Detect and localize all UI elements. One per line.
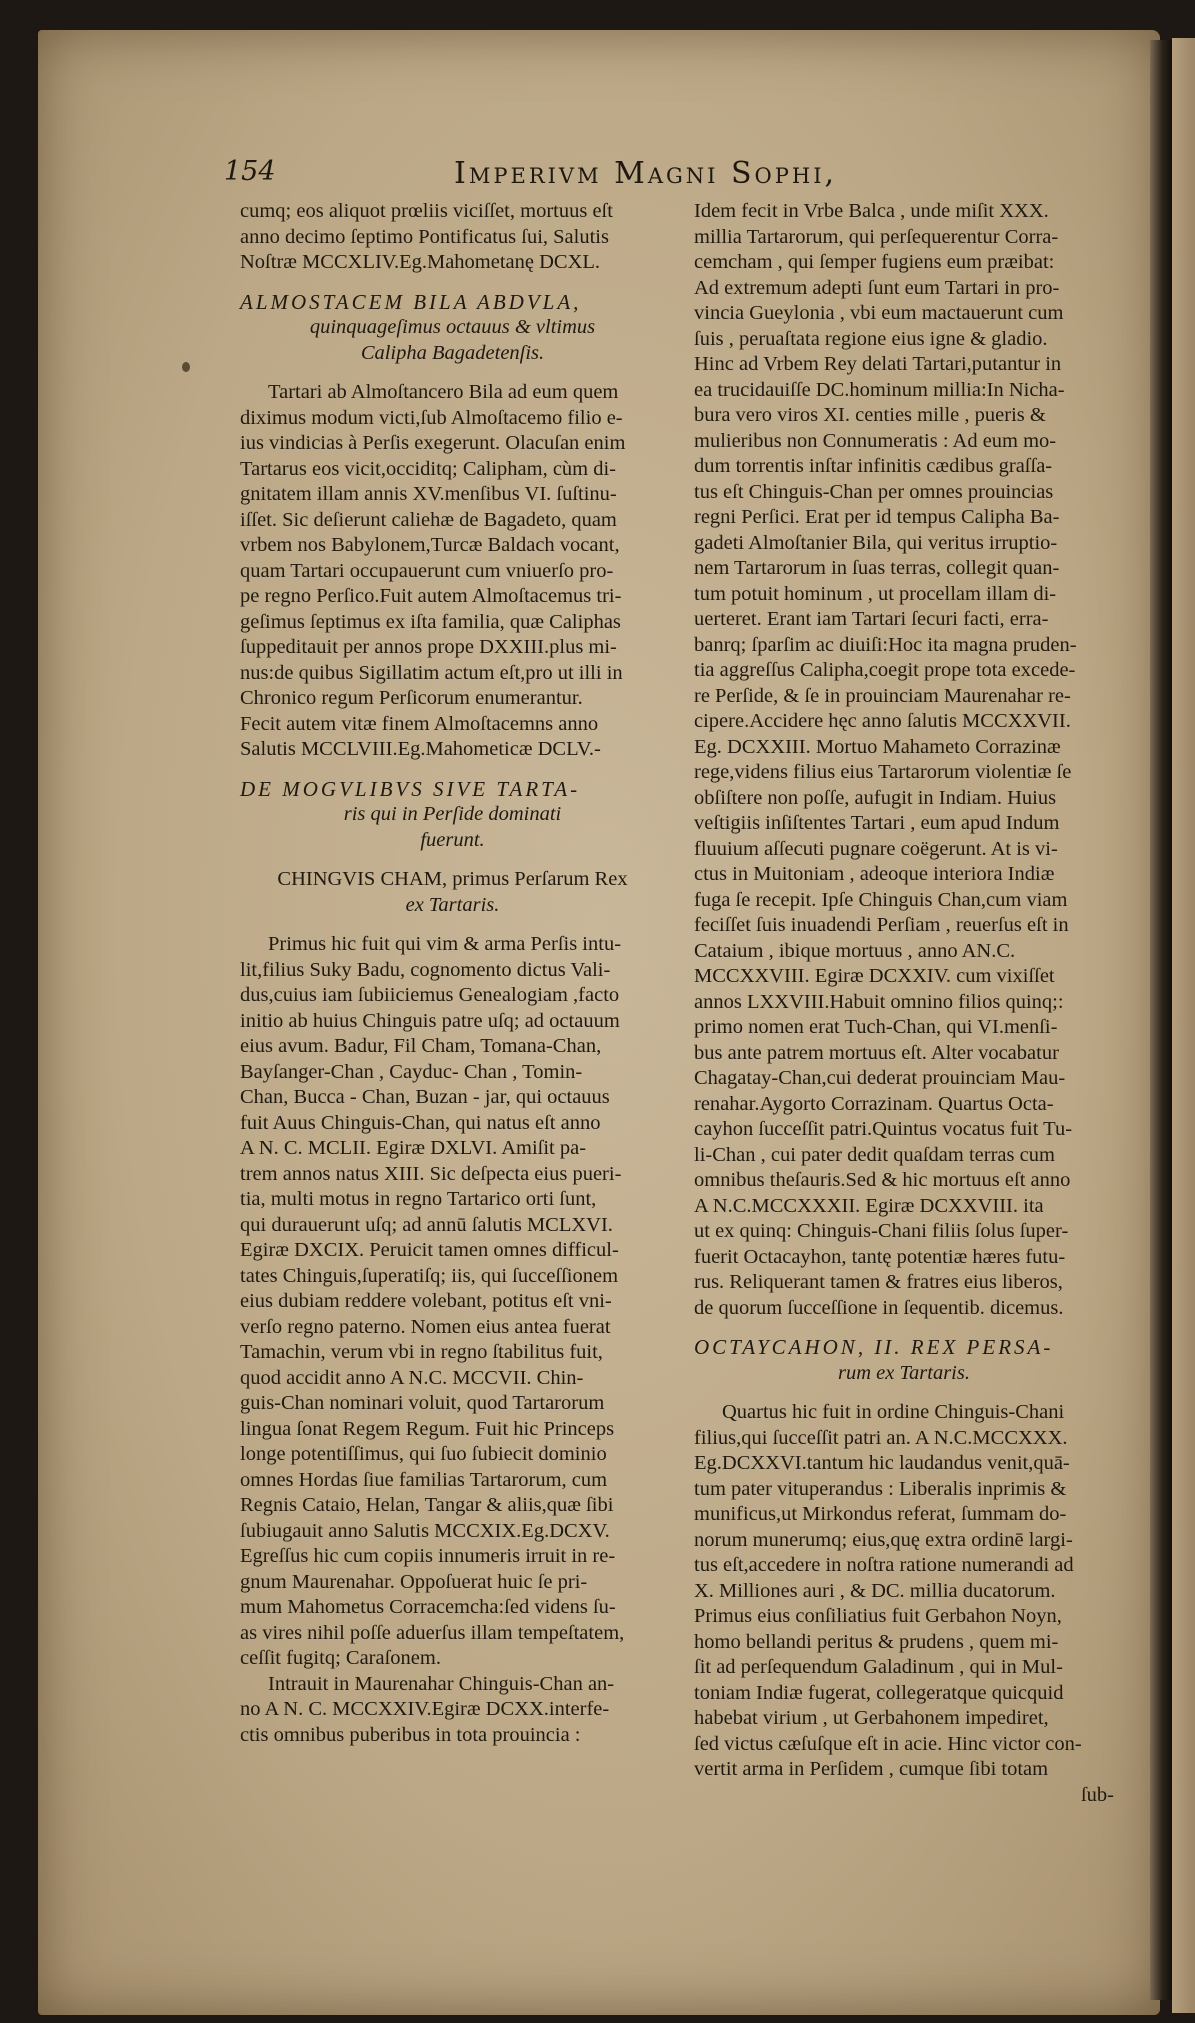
text-line: annos LXXVIII.Habuit omnino filios quinq;: xyxy=(694,990,1064,1013)
running-title: Imperivm Magni Sophi, xyxy=(454,156,838,191)
text-line: ſit ad perſequendum Galadinum , qui in Mul- xyxy=(694,1656,1063,1678)
text-line: Bayſanger-Chan , Cayduc- Chan , Tomin- xyxy=(240,1060,583,1083)
text-line: Fecit autem vitæ finem Almoſtacemns anno xyxy=(240,712,599,735)
text-line: omnibus theſauris.Sed & hic mortuus eſt anno xyxy=(694,1169,1071,1191)
text-line: gnitatem illam annis XV.menſibus VI. ſuſtinu- xyxy=(240,483,617,505)
text-line: Chronico regum Perſicorum enumerantur. xyxy=(240,687,583,709)
text-line: cipere.Accidere hęc anno ſalutis MCCXXVII. xyxy=(694,710,1071,732)
text-line: Egreſſus hic cum copiis innumeris irruit in re- xyxy=(240,1545,616,1567)
text-line: Quartus hic fuit in ordine Chinguis-Chani xyxy=(722,1401,1065,1423)
text-line: eius dubiam reddere volebant, potitus eſt vni- xyxy=(240,1290,612,1312)
text-line: ſed victus cæſuſque eſt in acie. Hinc victor con- xyxy=(694,1732,1082,1755)
text-line: tia, multi motus in regno Tartarico orti ſunt, xyxy=(240,1188,597,1210)
text-line: Chan, Bucca - Chan, Buzan - jar, qui octauus xyxy=(240,1086,610,1108)
text-line: Eg. DCXXIII. Mortuo Mahameto Corrazinæ xyxy=(694,735,1061,758)
running-header xyxy=(224,156,1104,196)
text-line: Noſtræ MCCXLIV.Eg.Mahometanę DCXL. xyxy=(240,251,601,273)
text-line: tum potuit hominum , ut procellam illam di- xyxy=(694,582,1057,605)
ruler-subheading: ex Tartaris. xyxy=(405,893,500,916)
text-line: iſſet. Sic deſierunt caliehæ de Bagadeto, quam xyxy=(240,508,617,531)
section-subheading: quinquageſimus octauus & vltimus xyxy=(309,316,596,338)
text-line: nem Tartarorum in ſuas terras, collegit quan- xyxy=(694,557,1060,579)
text-line: re Perſide, & ſe in prouinciam Maurenahar re- xyxy=(694,684,1071,707)
catchword: ſub- xyxy=(1080,1783,1114,1806)
text-line: fuit Auus Chinguis-Chan, qui natus eſt anno xyxy=(240,1111,601,1134)
text-line: ctis omnibus puberibus in tota prouincia : xyxy=(240,1723,581,1746)
text-line: rege,videns filius eius Tartarorum violentiæ ſe xyxy=(694,761,1072,783)
text-line: Tamachin, verum vbi in regno ſtabilitus fuit, xyxy=(240,1341,603,1363)
text-line: banrq; ſparſim ac diuiſi:Hoc ita magna pruden- xyxy=(694,633,1077,656)
text-line: A N.C.MCCXXXII. Egiræ DCXXVIII. ita xyxy=(694,1194,1044,1217)
text-line: fuerit Octacayhon, tantę potentiæ hæres futu- xyxy=(694,1245,1066,1268)
text-line: A N. C. MCLII. Egiræ DXLVI. Amiſit pa- xyxy=(240,1137,587,1159)
text-line: diximus modum victi,ſub Almoſtacemo filio e- xyxy=(240,406,623,429)
text-line: feciſſet ſuis inuadendi Perſiam , reuerſus eſt in xyxy=(694,914,1069,936)
text-line: as vires nihil poſſe aduerſus illam tempeſtatem, xyxy=(240,1621,625,1644)
section-subheading: fuerunt. xyxy=(420,828,485,851)
text-line: quam Tartari occupauerunt cum vniuerſo pro- xyxy=(240,559,614,582)
text-line: ea trucidauiſſe DC.hominum millia:In Nicha- xyxy=(694,378,1065,401)
text-line: tia aggreſſus Calipha,coegit prope tota excede- xyxy=(694,659,1076,681)
text-line: munificus,ut Mirkondus referat, ſummam do- xyxy=(694,1503,1067,1525)
text-line: regni Perſici. Erat per id tempus Calipha Ba- xyxy=(694,506,1060,528)
text-line: no A N. C. MCCXXIV.Egiræ DCXX.interfe- xyxy=(240,1698,610,1720)
text-line: MCCXXVIII. Egiræ DCXXIV. cum vixiſſet xyxy=(694,965,1055,987)
text-line: bura vero viros XI. centies mille , pueris & xyxy=(694,404,1046,426)
text-line: Regnis Cataio, Helan, Tangar & aliis,quæ ſibi xyxy=(240,1494,614,1516)
text-line: Hinc ad Vrbem Rey delati Tartari,putantur in xyxy=(694,353,1062,375)
left-column xyxy=(240,199,665,1748)
text-line: fluuium aſſecuti pugnare coëgerunt. At is vi- xyxy=(694,837,1058,860)
text-line: vrbem nos Babylonem,Turcæ Baldach vocant, xyxy=(240,534,620,556)
text-line: ſuis , peruaſtata regione eius igne & gladio. xyxy=(694,327,1048,350)
text-line: norum munerumq; eius,quę extra ordinē largi- xyxy=(694,1528,1073,1551)
section-subheading: Calipha Bagadetenſis. xyxy=(360,341,545,364)
book-gutter xyxy=(1150,40,1172,2000)
text-line: trem annos natus XIII. Sic deſpecta eius pueri- xyxy=(240,1162,622,1185)
text-line: geſimus ſeptimus ex iſta familia, quæ Caliphas xyxy=(240,610,621,633)
text-line: ctus in Muitoniam , adeoque interiora Indiæ xyxy=(694,863,1055,885)
text-line: fuga ſe recepit. Ipſe Chinguis Chan,cum viam xyxy=(694,888,1068,911)
text-line: primo nomen erat Tuch-Chan, qui VI.menſi- xyxy=(694,1016,1058,1038)
text-line: li-Chan , cui pater dedit quaſdam terras cum xyxy=(694,1143,1055,1166)
ink-blot xyxy=(182,362,190,372)
text-line: nus:de quibus Sigillatim actum eſt,pro ut illi in xyxy=(240,661,623,684)
text-line: Egiræ DXCIX. Peruicit tamen omnes difficul- xyxy=(240,1239,619,1261)
text-line: quod accidit anno A N.C. MCCVII. Chin- xyxy=(240,1366,584,1389)
text-line: vincia Gueylonia , vbi eum mactauerunt cum xyxy=(694,302,1064,324)
text-line: dum torrentis inſtar infinitis cædibus graſſa- xyxy=(694,455,1053,477)
text-line: de quorum ſucceſſione in ſequentib. dicemus. xyxy=(694,1296,1064,1319)
text-line: guis-Chan nominari voluit, quod Tartarorum xyxy=(240,1392,605,1414)
text-line: tum pater vituperandus : Liberalis inprimis & xyxy=(694,1477,1067,1500)
section-heading: DE MOGVLIBVS SIVE TARTA- xyxy=(240,776,581,801)
facing-page-edge xyxy=(1172,38,1195,2013)
text-line: tus eſt,accedere in noſtra ratione numerandi ad xyxy=(694,1554,1074,1576)
text-line: lingua ſonat Regem Regum. Fuit hic Princeps xyxy=(240,1417,615,1440)
text-line: omnes Hordas ſiue familias Tartarorum, cum xyxy=(240,1468,608,1491)
section-heading: OCTAYCAHON, II. REX PERSA- xyxy=(694,1335,1054,1359)
text-line: lit,filius Suky Badu, cognomento dictus Vali- xyxy=(240,958,611,981)
text-line: ſubiugauit anno Salutis MCCXIX.Eg.DCXV. xyxy=(240,1519,610,1542)
text-line: tus eſt Chinguis-Chan per omnes prouincias xyxy=(694,480,1054,503)
text-line: ceſſit fugitq; Caraſonem. xyxy=(240,1647,441,1669)
text-line: initio ab huius Chinguis patre uſq; ad octauum xyxy=(240,1009,620,1032)
text-line: Ad extremum adepti ſunt eum Tartari in pro- xyxy=(694,276,1060,299)
text-line: homo bellandi peritus & prudens , quem mi- xyxy=(694,1630,1059,1653)
text-line: renahar.Aygorto Corrazinam. Quartus Octa- xyxy=(694,1092,1054,1115)
text-line: gadeti Almoſtanier Bila, qui veritus irruptio- xyxy=(694,531,1058,554)
text-line: habebat virium , ut Gerbahonem impediret, xyxy=(694,1707,1049,1729)
text-line: tates Chinguis,ſuperatiſq; iis, qui ſucceſſionem xyxy=(240,1264,619,1287)
text-line: Primus hic fuit qui vim & arma Perſis intu- xyxy=(268,933,622,955)
page-number: 154 xyxy=(224,156,276,187)
text-line: Tartari ab Almoſtancero Bila ad eum quem xyxy=(268,381,619,403)
text-line: Chagatay-Chan,cui dederat prouinciam Mau- xyxy=(694,1067,1066,1089)
text-line: millia Tartarorum, qui perſequerentur Corra- xyxy=(694,225,1059,248)
text-line: mum Mahometus Corracemcha:ſed videns ſu- xyxy=(240,1596,616,1618)
text-line: qui durauerunt uſq; ad annū ſalutis MCLXVI. xyxy=(240,1213,613,1236)
right-column xyxy=(694,199,1114,1808)
text-line: anno decimo ſeptimo Pontificatus ſui, Salutis xyxy=(240,225,609,248)
text-line: veſtigiis inſiſtentes Tartari , eum apud Indum xyxy=(694,812,1060,834)
text-line: longe potentiſſimus, qui ſuo ſubiecit dominio xyxy=(240,1443,607,1465)
text-line: Eg.DCXXVI.tantum hic laudandus venit,quā- xyxy=(694,1452,1070,1474)
text-line: ut ex quinq: Chinguis-Chani filiis ſolus ſuper- xyxy=(694,1220,1069,1242)
text-line: uerteret. Erant iam Tartari ſecuri facti, erra- xyxy=(694,608,1049,630)
text-line: cemcham , qui ſemper fugiens eum præibat: xyxy=(694,251,1055,273)
text-line: rus. Reliquerant tamen & fratres eius liberos, xyxy=(694,1271,1063,1293)
section-subheading: rum ex Tartaris. xyxy=(838,1361,970,1384)
text-line: cumq; eos aliquot prœliis viciſſet, mortuus eſt xyxy=(240,200,613,222)
text-line: Primus eius conſiliatius fuit Gerbahon Noyn, xyxy=(694,1605,1062,1627)
ruler-heading: CHINGVIS CHAM, primus Perſarum Rex xyxy=(277,868,628,890)
text-line: X. Milliones auri , & DC. millia ducatorum. xyxy=(694,1579,1056,1602)
text-line: Intrauit in Maurenahar Chinguis-Chan an- xyxy=(268,1672,615,1695)
text-line: Tartarus eos vicit,occiditq; Calipham, cùm di- xyxy=(240,457,617,480)
text-line: ſuppeditauit per annos prope DXXIII.plus mi- xyxy=(240,636,617,658)
text-line: filius,qui ſucceſſit patri an. A N.C.MCCXXX. xyxy=(694,1426,1068,1449)
text-line: bus ante patrem mortuus eſt. Alter vocabatur xyxy=(694,1041,1059,1064)
text-line: ius vindicias à Perſis exegerunt. Olacuſan enim xyxy=(240,432,626,454)
text-line: verſo regno paterno. Nomen eius antea fuerat xyxy=(240,1315,611,1338)
text-line: eius avum. Badur, Fil Cham, Tomana-Chan, xyxy=(240,1035,602,1057)
text-line: mulieribus non Connumeratis : Ad eum mo- xyxy=(694,429,1057,452)
text-line: gnum Maurenahar. Oppoſuerat huic ſe pri- xyxy=(240,1570,588,1593)
text-line: toniam Indiæ fugerat, collegeratque quicquid xyxy=(694,1681,1064,1704)
text-line: pe regno Perſico.Fuit autem Almoſtacemus tri- xyxy=(240,585,622,607)
text-line: dus,cuius iam ſubiiciemus Genealogiam ,facto xyxy=(240,984,620,1006)
text-line: Salutis MCCLVIII.Eg.Mahometicæ DCLV.- xyxy=(240,738,601,760)
text-line: vertit arma in Perſidem , cumque ſibi totam xyxy=(694,1758,1049,1780)
text-line: obſiſtere non poſſe, aufugit in Indiam. Huius xyxy=(694,786,1057,809)
section-heading: ALMOSTACEM BILA ABDVLA, xyxy=(240,289,582,314)
text-line: Idem fecit in Vrbe Balca , unde miſit XXX. xyxy=(694,200,1049,222)
section-subheading: ris qui in Perſide dominati xyxy=(343,803,562,825)
text-line: cayhon ſucceſſit patri.Quintus vocatus fuit Tu- xyxy=(694,1118,1073,1140)
text-line: Cataium , ibique mortuus , anno AN.C. xyxy=(694,939,1016,962)
